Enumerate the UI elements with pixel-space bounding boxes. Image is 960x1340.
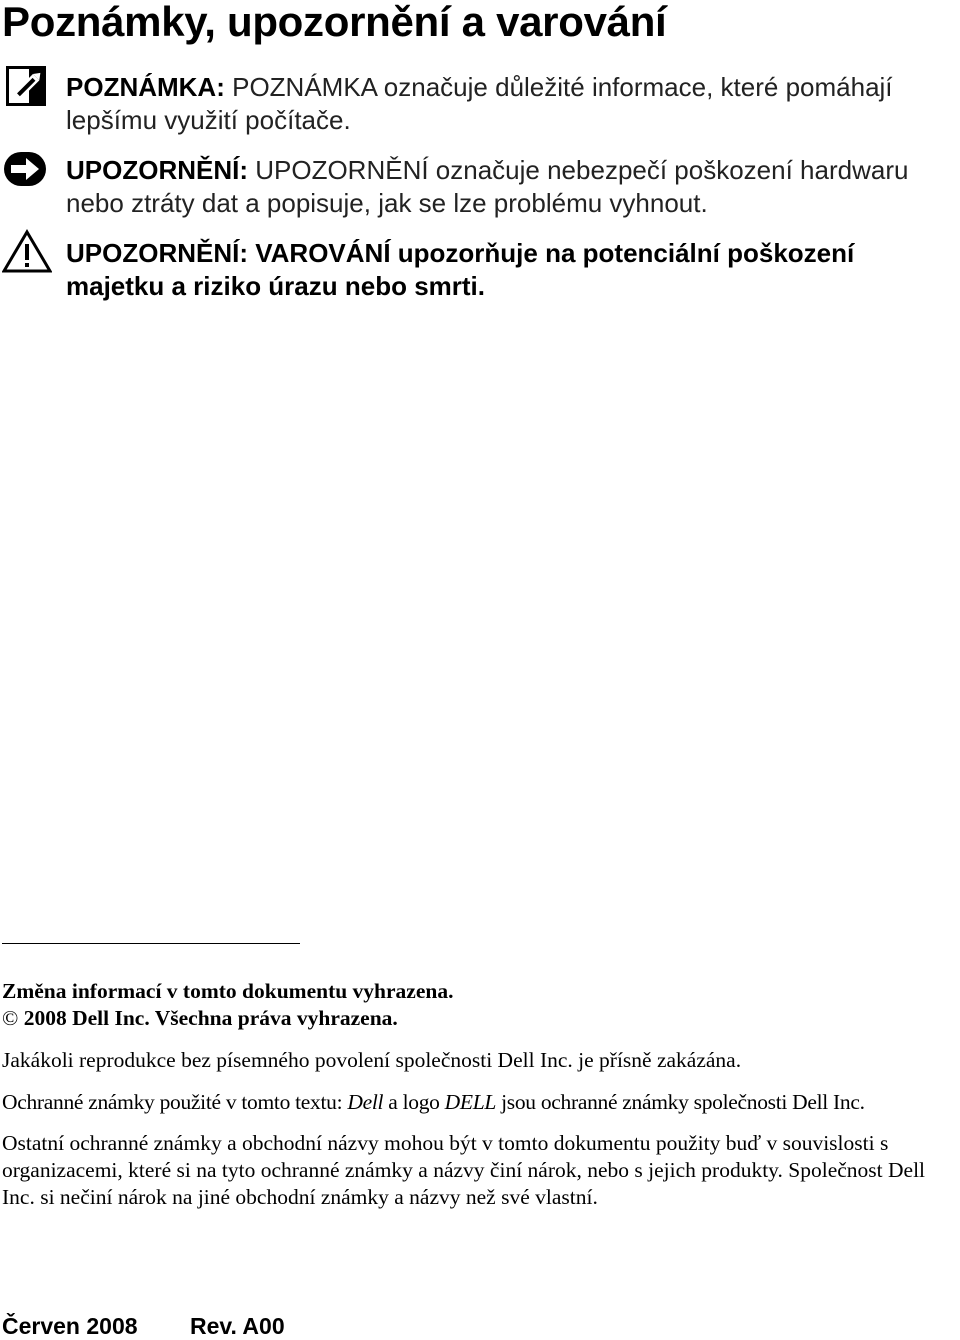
trademarks-suffix: jsou ochranné známky společnosti Dell Inc. bbox=[496, 1090, 865, 1114]
warning-text: VAROVÁNÍ upozorňuje na potenciální poškození majetku a riziko úrazu nebo smrti. bbox=[66, 238, 855, 301]
copyright-text: 2008 Dell Inc. Všechna práva vyhrazena. bbox=[23, 1006, 398, 1030]
notice-arrow-icon bbox=[2, 150, 48, 188]
page-title: Poznámky, upozornění a varování bbox=[2, 0, 667, 45]
footer-revision: Rev. A00 bbox=[190, 1313, 285, 1339]
warning-notice bbox=[66, 237, 956, 303]
caution-notice bbox=[66, 154, 956, 220]
footer-date: Červen 2008 bbox=[2, 1313, 138, 1339]
trademark-dell: Dell bbox=[347, 1090, 384, 1114]
trademark-dell-logo: DELL bbox=[444, 1090, 497, 1114]
caution-text: UPOZORNĚNÍ označuje nebezpečí poškození hardwaru nebo ztráty dat a popisuje, jak se lze problému vyhnout. bbox=[66, 155, 909, 218]
trademarks-middle: a logo bbox=[383, 1090, 445, 1114]
note-label: POZNÁMKA: bbox=[66, 72, 225, 102]
change-notice: Změna informací v tomto dokumentu vyhrazena. bbox=[2, 979, 454, 1003]
trademarks-prefix: Ochranné známky použité v tomto textu: bbox=[2, 1090, 348, 1114]
pencil-note-icon bbox=[6, 66, 46, 106]
note-notice bbox=[66, 71, 956, 137]
note-text: POZNÁMKA označuje důležité informace, které pomáhají lepšímu využití počítače. bbox=[66, 72, 893, 135]
footnote-divider bbox=[2, 943, 300, 944]
caution-label: UPOZORNĚNÍ: bbox=[66, 155, 248, 185]
copyright-line bbox=[2, 1006, 398, 1031]
copyright-symbol: © bbox=[2, 1006, 19, 1030]
reproduction-notice: Jakákoli reprodukce bez písemného povolení společnosti Dell Inc. je přísně zakázána. bbox=[2, 1048, 742, 1072]
trademarks-notice bbox=[2, 1089, 960, 1116]
warning-label: UPOZORNĚNÍ: bbox=[66, 238, 248, 268]
warning-triangle-icon bbox=[2, 229, 52, 273]
other-trademarks-notice: Ostatní ochranné známky a obchodní názvy mohou být v tomto dokumentu použity buď v souvislosti s organizacemi, které si na tyto ochranné známky a názvy činí nárok, nebo s jejich produkty. Společnost Dell Inc. si nečiní nárok na jiné obchodní známky a názvy než své vlastní. bbox=[2, 1131, 926, 1209]
